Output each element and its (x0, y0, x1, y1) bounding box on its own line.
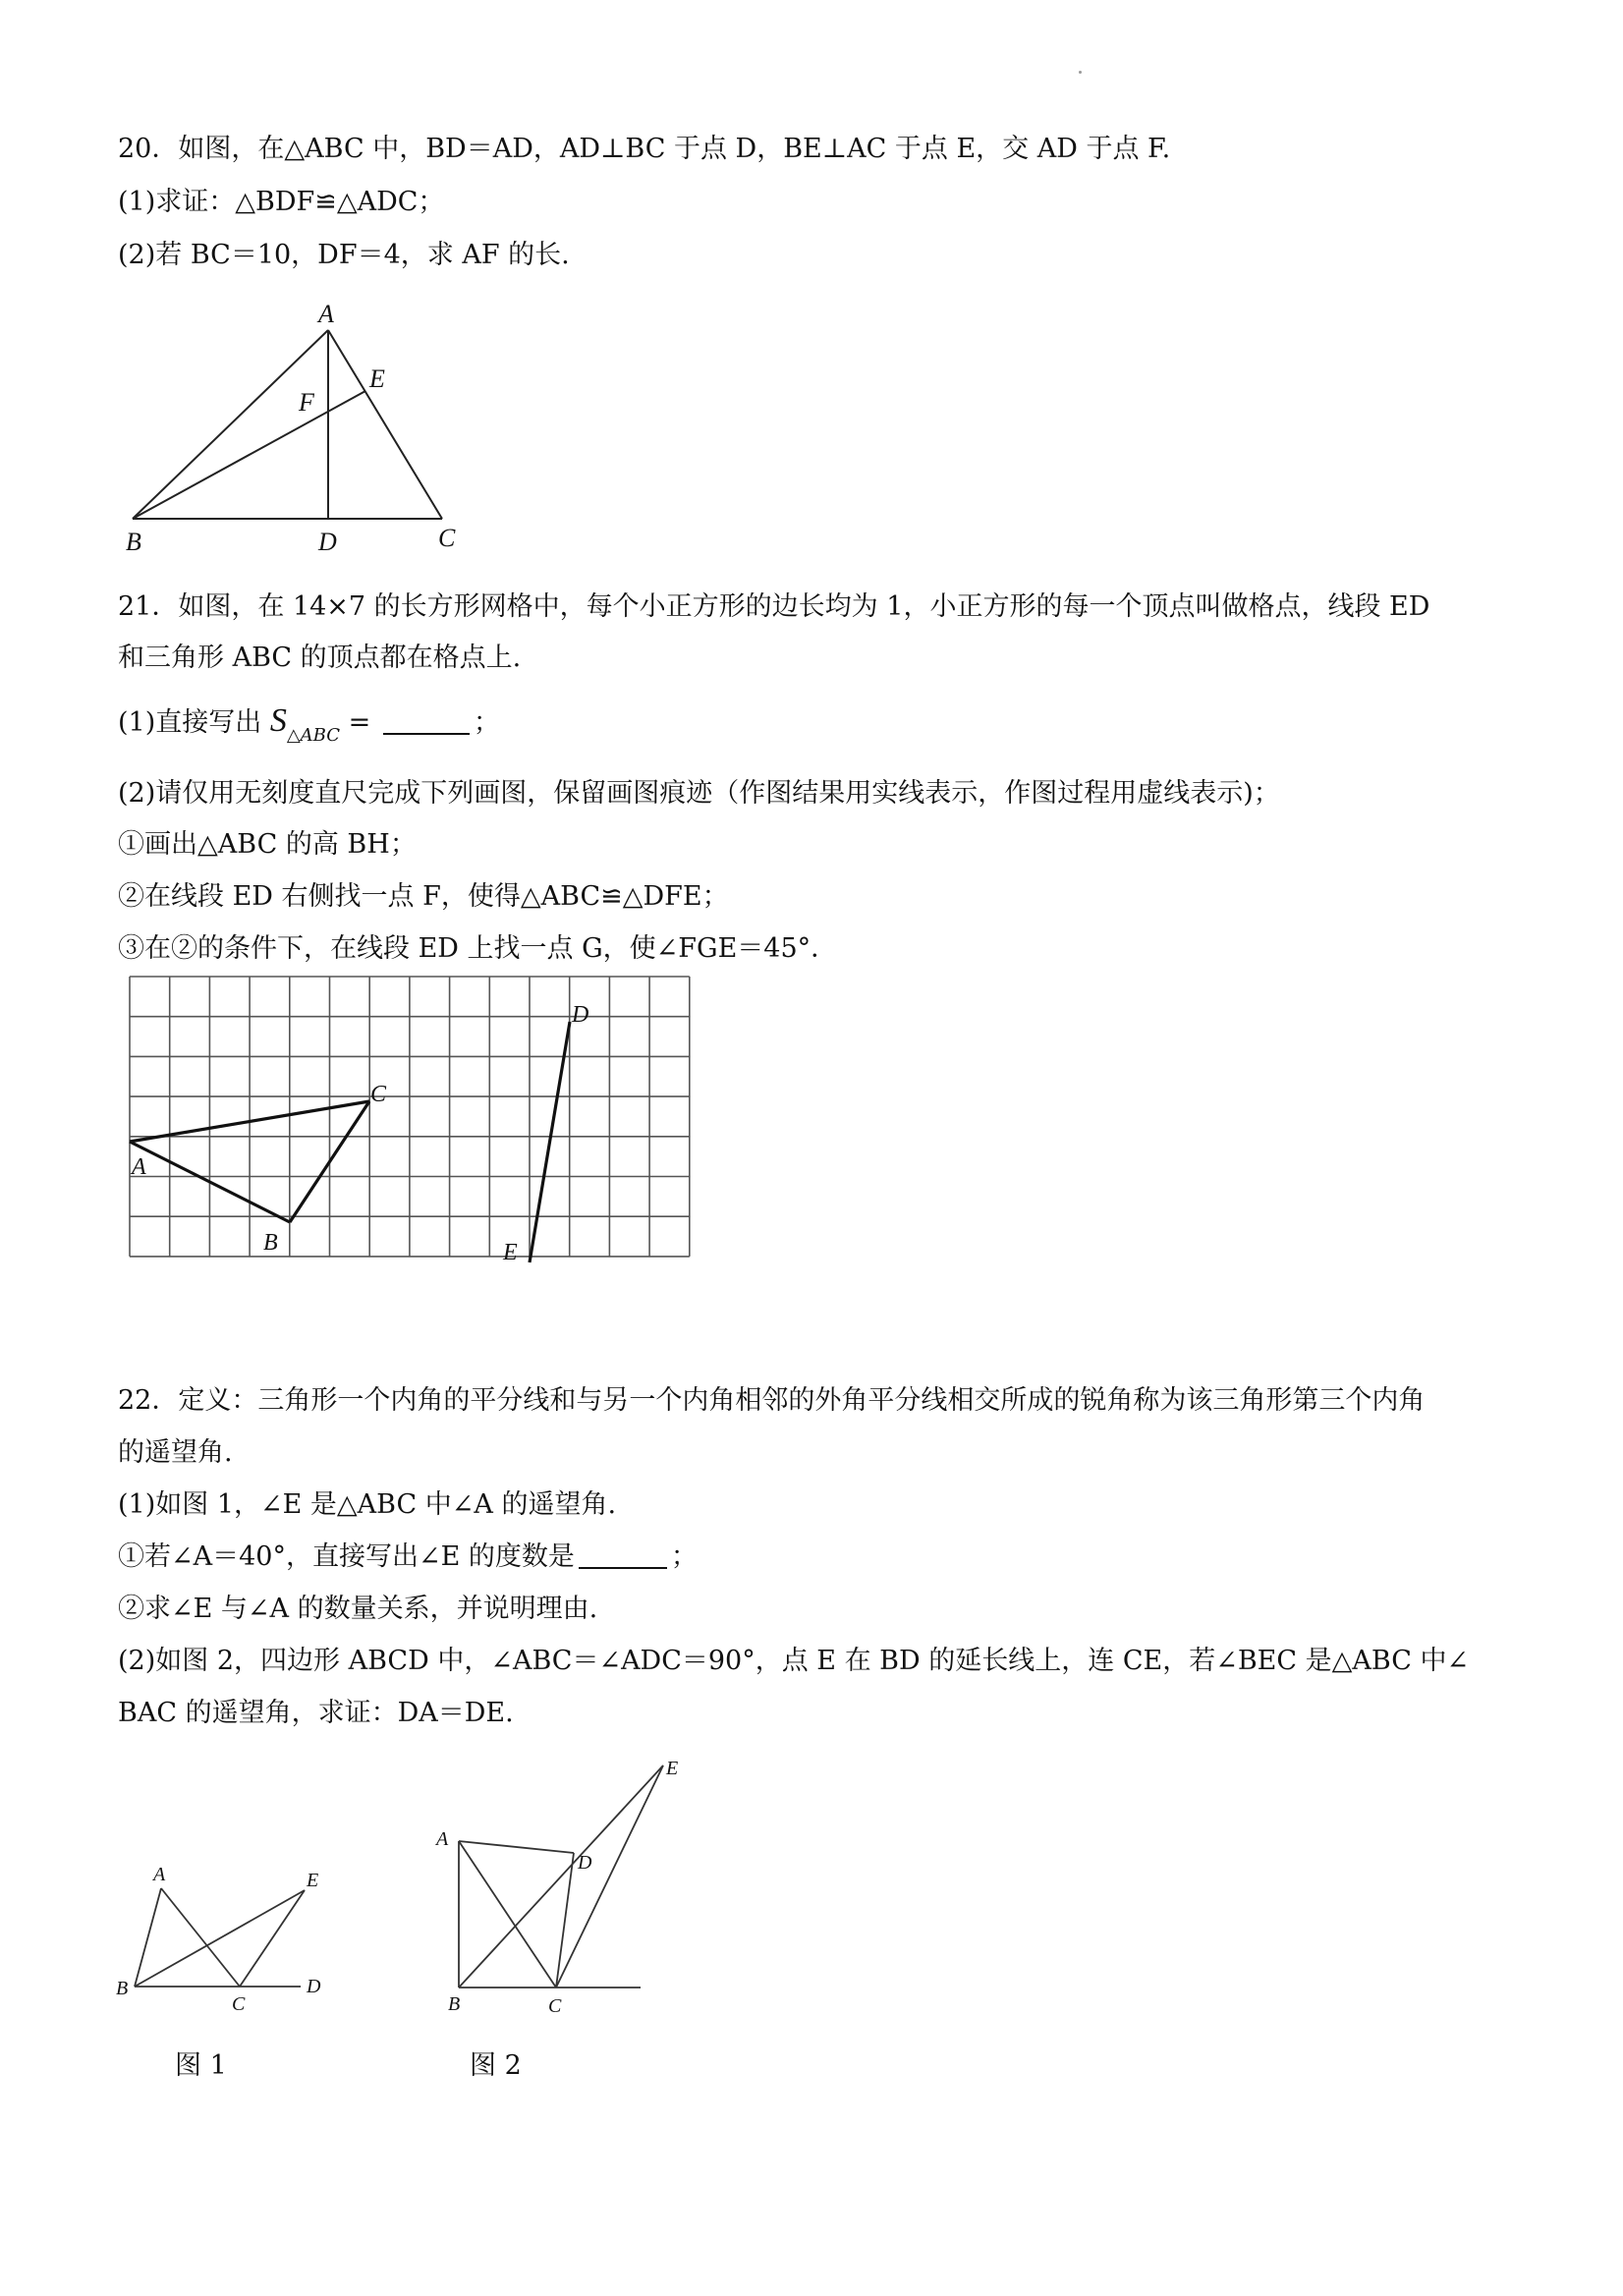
q21-stem-line2: 和三角形 ABC 的顶点都在格点上. (118, 643, 522, 673)
fig1-label-c: C (232, 1993, 246, 2014)
q20-side-ac (328, 330, 442, 519)
q21-label-b: B (263, 1230, 278, 1256)
q21-stem-line1: 21．如图，在 14×7 的长方形网格中，每个小正方形的边长均为 1，小正方形的每一个顶点叫做格点，线段 ED (118, 591, 1430, 622)
q21-grid-figure (118, 973, 707, 1277)
q20-label-c: C (438, 524, 456, 552)
fig1-segment-be (135, 1890, 305, 1987)
q20-side-ab (133, 330, 328, 519)
q20-label-e: E (369, 364, 385, 393)
q21-label-e: E (503, 1240, 518, 1265)
q21-label-c: C (370, 1082, 387, 1107)
q20-label-a: A (318, 300, 334, 328)
q21-part1-suffix: ； (473, 707, 500, 738)
fig1-label-d: D (307, 1976, 321, 1997)
fig1-segment-ac (161, 1888, 240, 1987)
q21-grid (130, 977, 690, 1257)
q21-answer-blank (383, 707, 470, 735)
q22-figure2 (422, 1749, 707, 2024)
q21-part1 (118, 701, 500, 756)
q21-item1: ①画出△ABC 的高 BH； (118, 829, 417, 860)
fig1-label-b: B (116, 1978, 129, 1999)
q20-label-b: B (126, 528, 141, 556)
q21-segment-ed (530, 1022, 570, 1262)
q21-area-symbol: S (269, 702, 287, 739)
q22-item1-prefix: ①若∠A＝40°，直接写出∠E 的度数是 (118, 1541, 575, 1572)
q22-item1 (118, 1538, 698, 1577)
q20-figure (108, 295, 481, 560)
q21-part2: (2)请仅用无刻度直尺完成下列画图，保留画图痕迹（作图结果用实线表示，作图过程用虚线表示)； (118, 778, 1280, 809)
fig2-segment-ad (459, 1841, 574, 1853)
fig2-label-a: A (436, 1828, 449, 1850)
fig1-label-a: A (153, 1864, 166, 1885)
fig2-label-d: D (578, 1852, 592, 1874)
q21-label-a: A (132, 1154, 146, 1180)
fig1-segment-ce (240, 1890, 305, 1987)
fig1-label-e: E (307, 1870, 319, 1891)
q20-label-f: F (299, 388, 314, 417)
q21-label-d: D (572, 1002, 589, 1028)
q21-part1-prefix: (1)直接写出 (118, 707, 270, 738)
q20-part1: (1)求证：△BDF≌△ADC； (118, 187, 445, 217)
fig2-segment-ce (556, 1765, 663, 1988)
page-speck (1079, 71, 1082, 74)
q20-label-d: D (318, 528, 337, 556)
fig1-segment-ab (135, 1888, 161, 1987)
q20-stem: 20．如图，在△ABC 中，BD＝AD，AD⊥BC 于点 D，BE⊥AC 于点 E，交 AD 于点 F. (118, 134, 1171, 164)
q22-figure2-caption: 图 2 (470, 2050, 522, 2081)
q21-area-subscript: △ABC (286, 725, 341, 746)
q22-item1-suffix: ； (670, 1541, 698, 1572)
q22-definition-line1: 22．定义：三角形一个内角的平分线和与另一个内角相邻的外角平分线相交所成的锐角称为该三角形第三个内角 (118, 1385, 1426, 1416)
q20-part2: (2)若 BC＝10，DF＝4，求 AF 的长. (118, 240, 570, 270)
q22-figure1-caption: 图 1 (175, 2050, 227, 2081)
fig2-label-c: C (548, 1995, 562, 2017)
q20-segment-be (133, 391, 365, 519)
q21-item2: ②在线段 ED 右侧找一点 F，使得△ABC≌△DFE； (118, 881, 729, 912)
q22-answer-blank (579, 1541, 667, 1569)
q22-definition-line2: 的遥望角. (118, 1437, 233, 1468)
q22-figure1 (108, 1837, 344, 2014)
q22-part2-line1: (2)如图 2，四边形 ABCD 中，∠ABC＝∠ADC＝90°，点 E 在 BD 的延长线上，连 CE，若∠BEC 是△ABC 中∠ (118, 1646, 1470, 1676)
q21-part1-equals: = (340, 707, 379, 738)
q22-item2: ②求∠E 与∠A 的数量关系，并说明理由. (118, 1594, 598, 1624)
q22-part2-line2: BAC 的遥望角，求证：DA＝DE. (118, 1698, 514, 1728)
q21-item3: ③在②的条件下，在线段 ED 上找一点 G，使∠FGE＝45°． (118, 933, 838, 964)
fig2-label-e: E (666, 1758, 679, 1779)
fig2-segment-ac (459, 1841, 556, 1988)
q22-part1: (1)如图 1，∠E 是△ABC 中∠A 的遥望角. (118, 1489, 617, 1520)
fig2-label-b: B (448, 1993, 461, 2015)
